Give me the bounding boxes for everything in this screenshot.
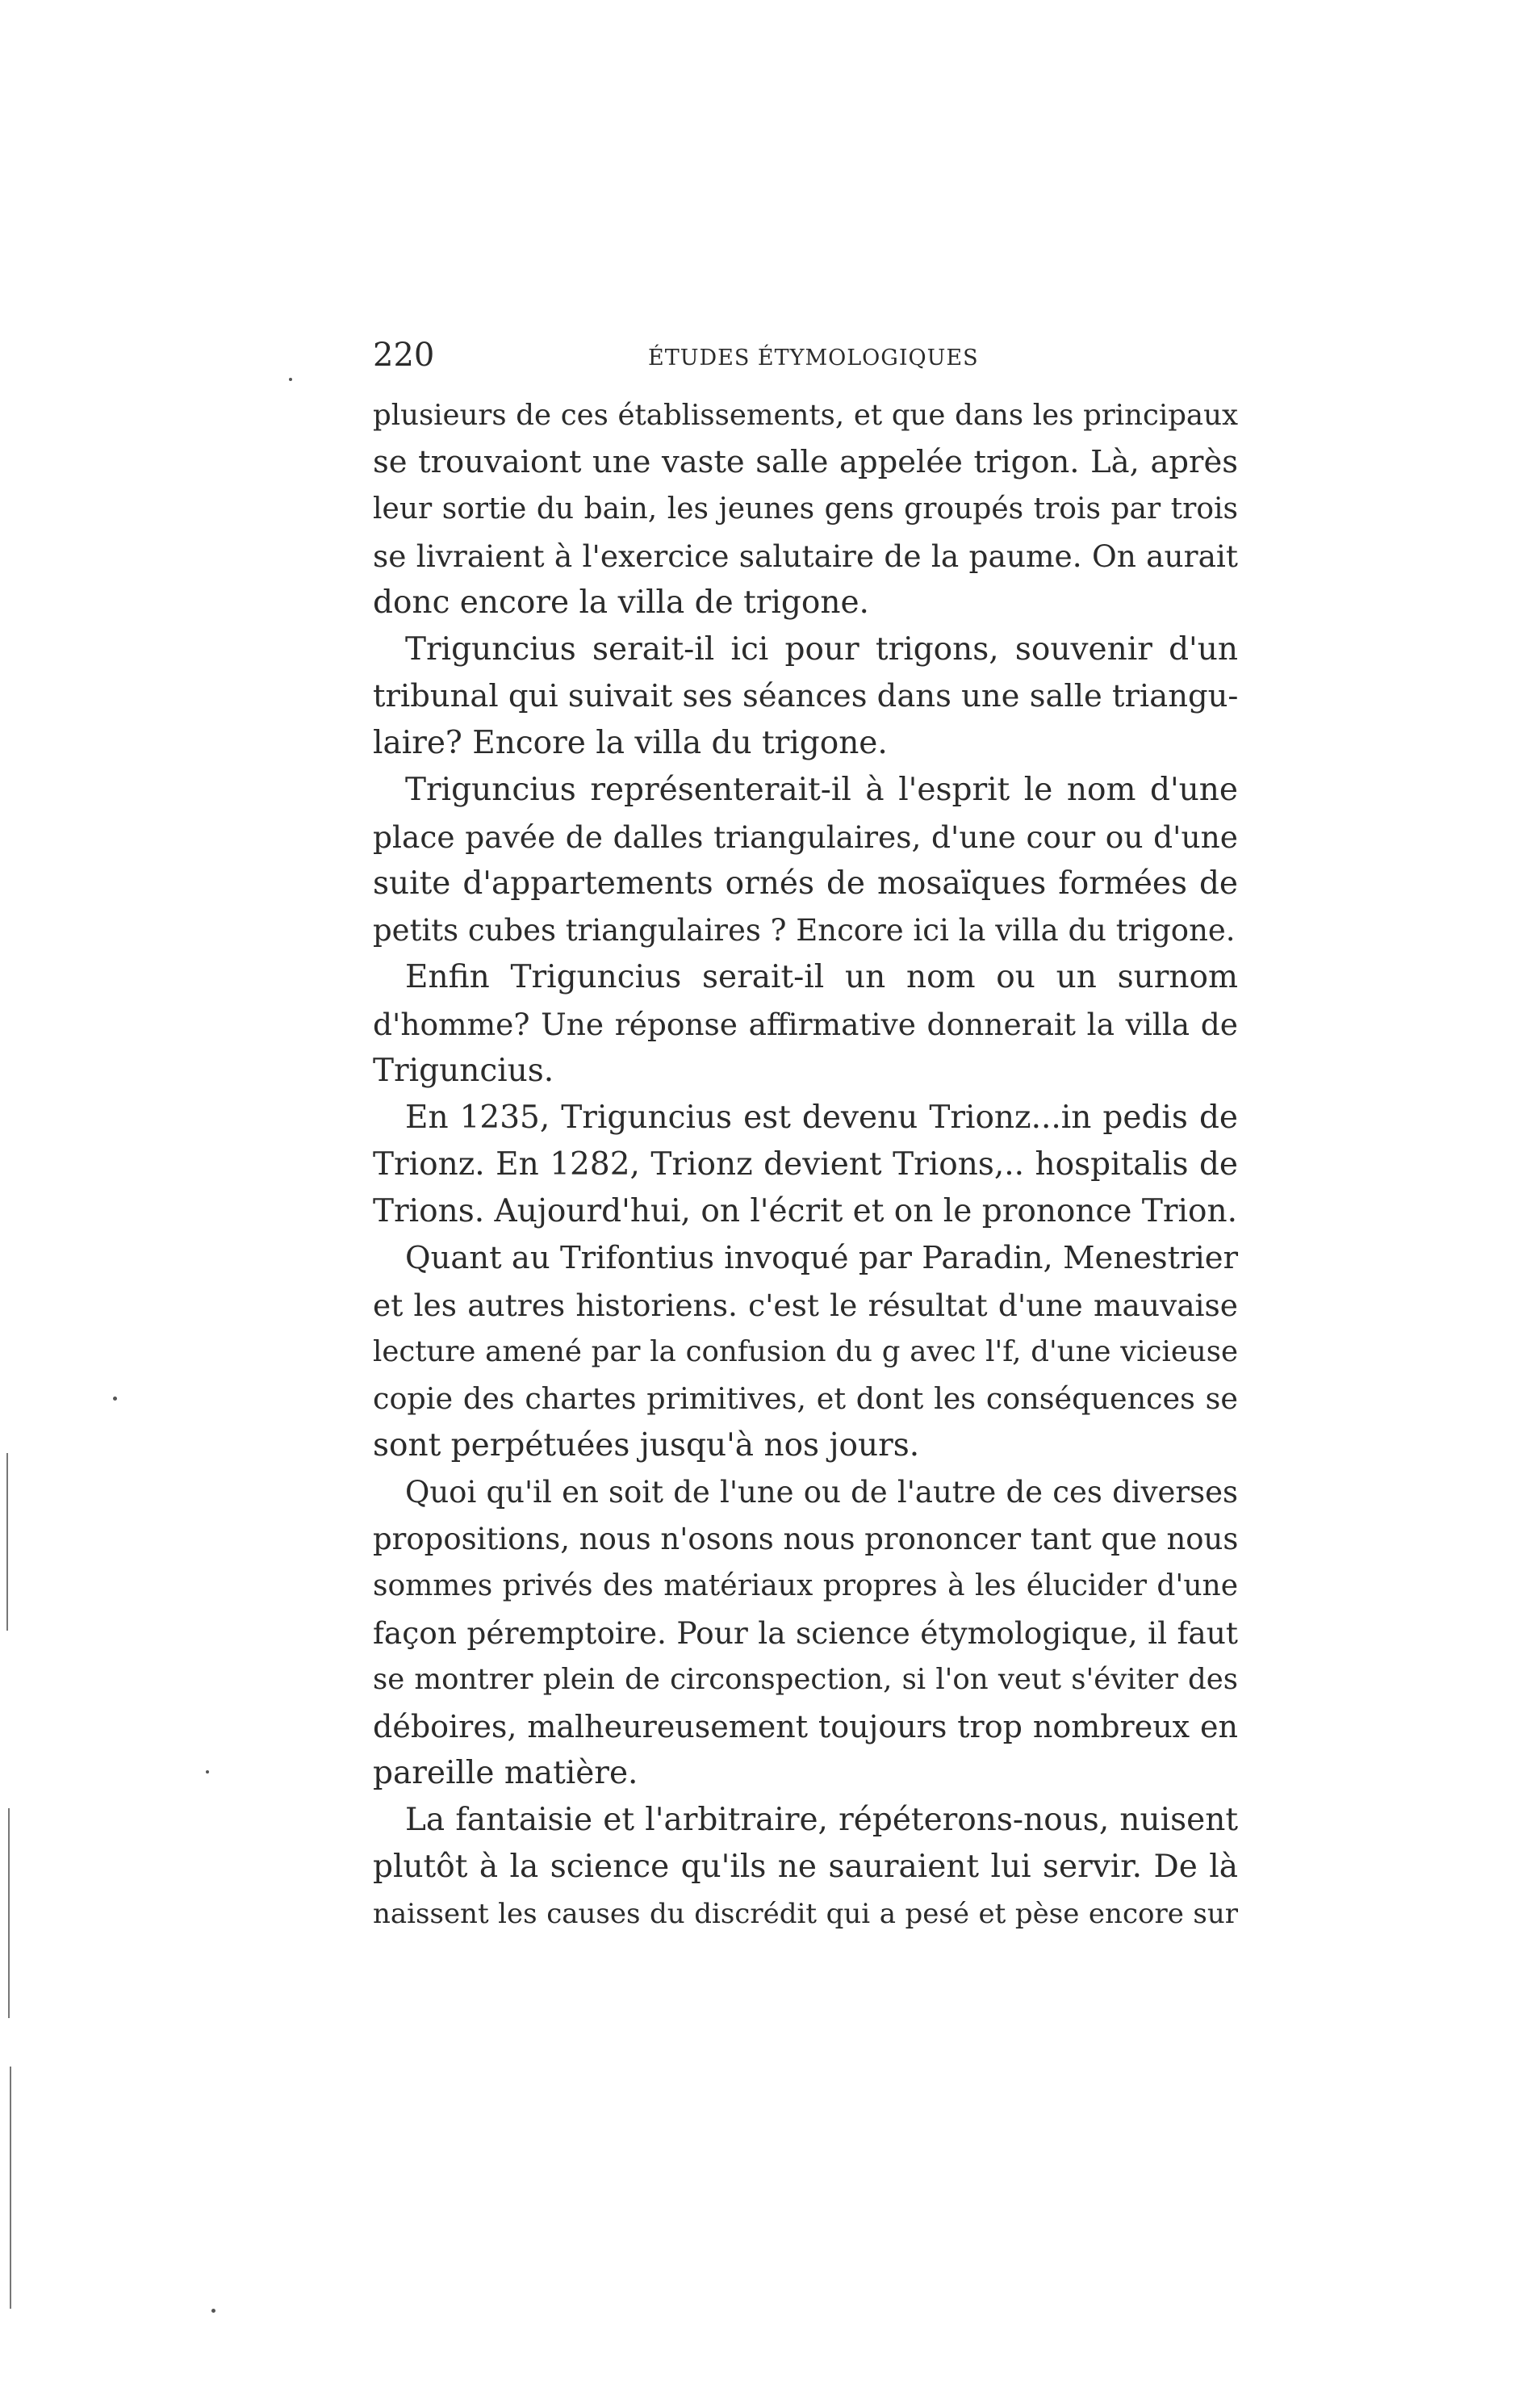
text-line: donc encore la villa de trigone. bbox=[373, 584, 869, 621]
margin-mark bbox=[6, 1453, 8, 1631]
margin-mark bbox=[8, 1808, 10, 2018]
text-line: petits cubes triangulaires ? Encore ici la villa du trigone. bbox=[373, 913, 1236, 948]
scan-speck bbox=[211, 2309, 215, 2313]
text-line: sont perpétuées jusqu'à nos jours. bbox=[373, 1427, 920, 1464]
text-line: En 1235, Triguncius est devenu Trionz...in pedis de bbox=[405, 1099, 1238, 1136]
text-line: Trions. Aujourd'hui, on l'écrit et on le prononce Trion. bbox=[373, 1193, 1237, 1229]
text-line: sommes privés des matériaux propres à les élucider d'une bbox=[373, 1569, 1238, 1602]
text-line: plutôt à la science qu'ils ne sauraient lui servir. De là bbox=[373, 1849, 1238, 1885]
text-line: d'homme? Une réponse affirmative donnerait la villa de bbox=[373, 1007, 1238, 1042]
text-line: leur sortie du bain, les jeunes gens groupés trois par trois bbox=[373, 492, 1238, 526]
text-line: se livraient à l'exercice salutaire de la paume. On aurait bbox=[373, 538, 1238, 574]
text-line: suite d'appartements ornés de mosaïques formées de bbox=[373, 865, 1238, 902]
body-text bbox=[373, 392, 1238, 1937]
text-line: et les autres historiens. c'est le résultat d'une mauvaise bbox=[373, 1288, 1238, 1323]
text-line: se trouvaiont une vaste salle appelée trigon. Là, après bbox=[373, 444, 1238, 480]
page-number: 220 bbox=[373, 337, 435, 374]
text-line: propositions, nous n'osons nous prononcer tant que nous bbox=[373, 1522, 1239, 1556]
running-title: ÉTUDES ÉTYMOLOGIQUES bbox=[648, 345, 979, 371]
text-line: La fantaisie et l'arbitraire, répéterons-nous, nuisent bbox=[405, 1802, 1238, 1838]
text-line: copie des chartes primitives, et dont les conséquences se bbox=[373, 1381, 1238, 1416]
margin-mark bbox=[10, 2067, 11, 2309]
text-line: tribunal qui suivait ses séances dans une salle triangu- bbox=[373, 678, 1239, 714]
text-line: plusieurs de ces établissements, et que dans les principaux bbox=[373, 399, 1238, 432]
text-line: Triguncius serait-il ici pour trigons, souvenir d'un bbox=[405, 631, 1238, 668]
scan-speck bbox=[289, 378, 292, 381]
text-line: lecture amené par la confusion du g avec l'f, d'une vicieuse bbox=[373, 1335, 1238, 1368]
text-line: déboires, malheureusement toujours trop nombreux en bbox=[373, 1709, 1238, 1744]
text-line: Quoi qu'il en soit de l'une ou de l'autre de ces diverses bbox=[405, 1475, 1238, 1510]
text-line: Triguncius. bbox=[373, 1053, 554, 1089]
text-line: laire? Encore la villa du trigone. bbox=[373, 725, 888, 761]
text-line: naissent les causes du discrédit qui a pesé et pèse encore sur bbox=[373, 1898, 1238, 1930]
text-line: Trionz. En 1282, Trionz devient Trions,.. hospitalis de bbox=[373, 1146, 1238, 1183]
scan-speck bbox=[206, 1770, 209, 1774]
text-line: Quant au Trifontius invoqué par Paradin, Menestrier bbox=[405, 1240, 1238, 1276]
text-line: Enfin Triguncius serait-il un nom ou un surnom bbox=[405, 959, 1238, 995]
text-line: place pavée de dalles triangulaires, d'une cour ou d'une bbox=[373, 819, 1238, 855]
text-line: pareille matière. bbox=[373, 1755, 638, 1791]
text-line: se montrer plein de circonspection, si l'on veut s'éviter des bbox=[373, 1663, 1238, 1696]
text-line: Triguncius représenterait-il à l'esprit le nom d'une bbox=[405, 772, 1238, 808]
scan-speck bbox=[113, 1397, 117, 1401]
text-line: façon péremptoire. Pour la science étymologique, il faut bbox=[373, 1615, 1238, 1651]
